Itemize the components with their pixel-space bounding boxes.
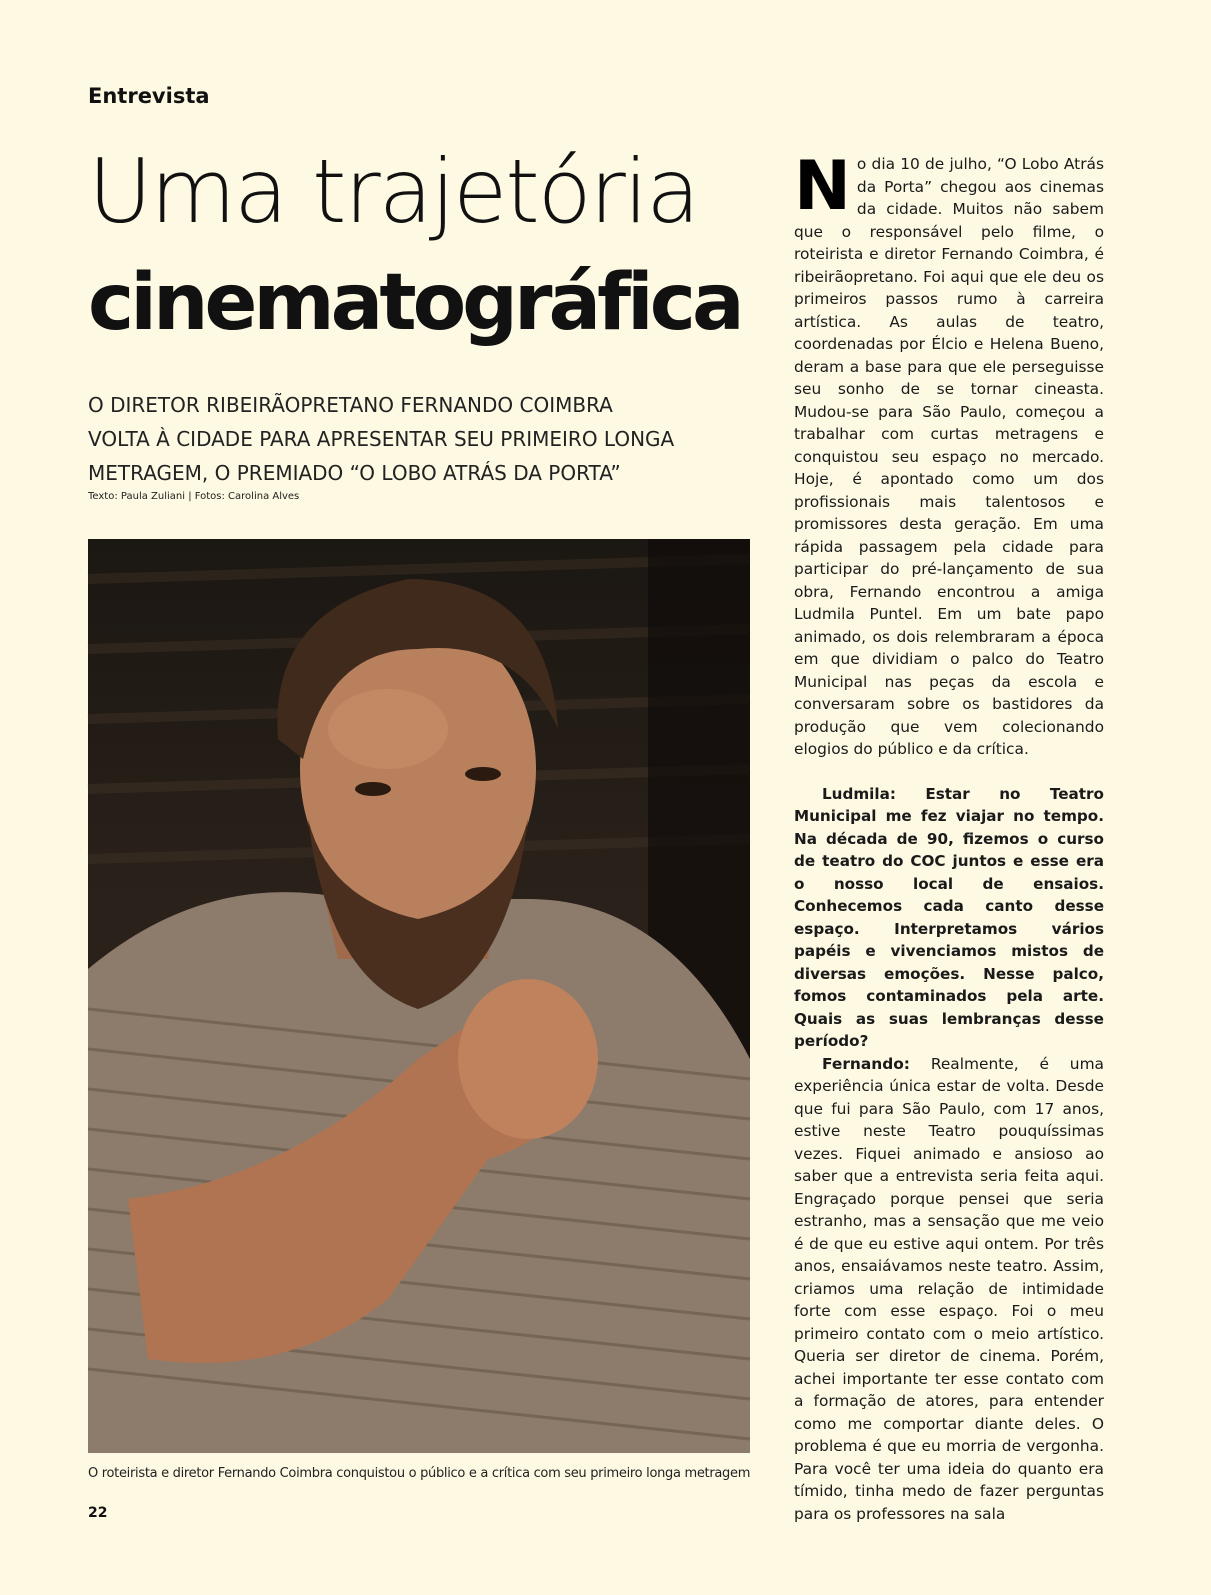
deck: [88, 388, 768, 490]
photo-caption: O roteirista e diretor Fernando Coimbra conquistou o público e a crítica com seu primeiro longa metragem: [88, 1466, 751, 1481]
section-label: Entrevista: [88, 84, 210, 108]
answer-speaker: Fernando:: [822, 1054, 910, 1073]
dropcap: N: [794, 147, 851, 226]
deck-line-2: VOLTA À CIDADE PARA APRESENTAR SEU PRIMEIRO LONGA: [88, 427, 675, 451]
article-body: [794, 147, 1104, 1523]
answer-text: Realmente, é uma experiência única estar de volta. Desde que fui para São Paulo, com 17 anos, estive neste Teatro pouquíssimas vezes. Fiquei animado e ansioso ao saber que a entrevista seria feita aqui. Engraçado porque pensei que seria estranho, mas a sensação que me veio é de que eu estive aqui ontem. Por três anos, ensaiávamos neste teatro. Assim, criamos uma relação de intimidade forte com esse espaço. Foi o meu primeiro contato com o meio artístico. Queria ser diretor de cinema. Porém, achei importante ter esse contato com a formação de atores, para entender como me comportar diante deles. O problema é que eu morria de vergonha. Para você ter uma ideia do quanto era tímido, tinha medo de fazer perguntas para os professores na sala: [794, 1054, 1104, 1523]
page-number: 22: [88, 1505, 108, 1521]
portrait-photo: [88, 539, 750, 1453]
headline-line-2: cinematográfica: [88, 258, 741, 348]
portrait-illustration: [88, 539, 750, 1453]
headline-line-1: Uma trajetória: [88, 140, 699, 243]
intro-paragraph: [794, 147, 1104, 761]
deck-line-1: O DIRETOR RIBEIRÃOPRETANO FERNANDO COIMBRA: [88, 393, 613, 417]
interview-question: Ludmila: Estar no Teatro Municipal me fez viajar no tempo. Na década de 90, fizemos o curso de teatro do COC juntos e esse era o nosso local de ensaios. Conhecemos cada canto desse espaço. Interpretamos vários papéis e vivenciamos mistos de diversas emoções. Nesse palco, fomos contaminados pela arte. Quais as suas lembranças desse período?: [794, 784, 1104, 1050]
interview-answer: [794, 1053, 1104, 1526]
intro-text: o dia 10 de julho, “O Lobo Atrás da Porta” chegou aos cinemas da cidade. Muitos não sabem que o responsável pelo filme, o roteirista e diretor Fernando Coimbra, é ribeirãopretano. Foi aqui que ele deu os primeiros passos rumo à carreira artística. As aulas de teatro, coordenadas por Élcio e Helena Bueno, deram a base para que ele perseguisse seu sonho de se tornar cineasta. Mudou-se para São Paulo, começou a trabalhar com curtas metragens e conquistou seu espaço no mercado. Hoje, é apontado como um dos profissionais mais talentosos e promissores desta geração. Em uma rápida passagem pela cidade para participar do pré-lançamento de sua obra, Fernando encontrou a amiga Ludmila Puntel. Em um bate papo animado, os dois relembraram a época em que dividiam o palco do Teatro Municipal nas peças da escola e conversaram sobre os bastidores da produção que vem colecionando elogios do público e da crítica.: [794, 155, 1104, 758]
deck-line-3: METRAGEM, O PREMIADO “O LOBO ATRÁS DA PORTA”: [88, 461, 621, 485]
credits: Texto: Paula Zuliani | Fotos: Carolina Alves: [88, 491, 300, 502]
